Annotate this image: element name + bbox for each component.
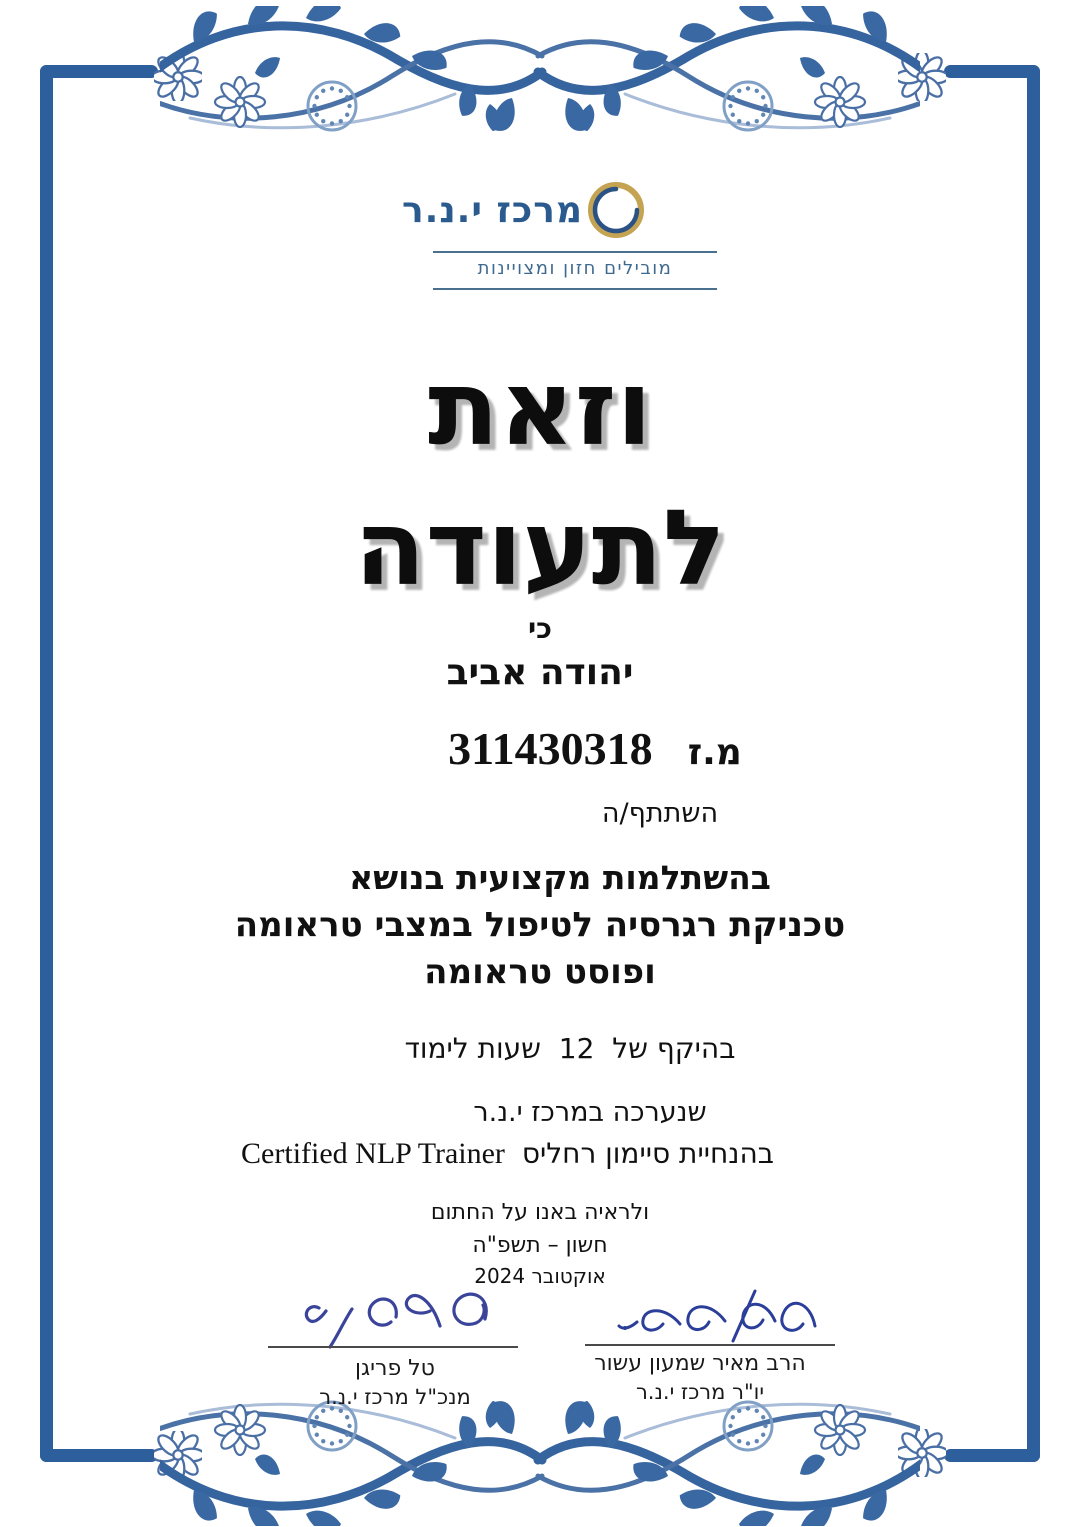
frame-top-right	[944, 65, 1040, 78]
intro-word: כי	[527, 612, 553, 645]
participant-name: יהודה אביב	[446, 652, 634, 693]
frame-bottom-right	[944, 1449, 1040, 1462]
course-line1: טכניקת רגרסיה לטיפול במצבי טראומה	[234, 905, 846, 945]
logo-name: מרכז י.נ.ר	[402, 190, 583, 231]
frame-bottom-left	[40, 1449, 158, 1462]
hebrew-date: חשון – תשפ"ה	[472, 1233, 608, 1258]
logo-rule-top	[433, 251, 717, 253]
signature-right-name: הרב מאיר שמעון עשור	[594, 1351, 806, 1376]
top-vine-border	[160, 6, 920, 138]
course-intro: בהשתלמות מקצועית בנושא	[349, 858, 771, 897]
instructor-hebrew: בהנחיית סיימון רחליס	[521, 1137, 774, 1170]
scope-line: בהיקף של 12 שעות לימוד	[404, 1032, 736, 1065]
signature-right-graphic	[585, 1286, 825, 1346]
frame-top-left	[40, 65, 158, 78]
gregorian-date: אוקטובר 2024	[474, 1264, 606, 1288]
signature-left-graphic	[280, 1281, 510, 1349]
logo-tagline: מובילים חזון ומצויינות	[477, 258, 673, 279]
bottom-vine-border	[160, 1394, 920, 1526]
signature-left-line	[268, 1346, 518, 1348]
id-row	[355, 722, 835, 775]
course-line2: ופוסט טראומה	[424, 952, 656, 992]
participation-line: השתתף/ה	[601, 798, 719, 829]
signature-right-line	[585, 1344, 835, 1346]
signature-right-role: יו"ר מרכז י.נ.ר	[635, 1380, 765, 1404]
title-line2: לתעודה	[354, 487, 726, 609]
held-at-line: שנערכה במרכז י.נ.ר	[473, 1097, 707, 1128]
title-line1: וזאת	[427, 347, 653, 469]
signature-left-role: מנכ"ל מרכז י.נ.ר	[319, 1385, 471, 1409]
signature-left-name: טל פריגן	[355, 1356, 435, 1381]
witness-line: ולראיה באנו על החתום	[430, 1200, 650, 1225]
logo-ring-icon	[584, 178, 648, 242]
instructor-title-en: Certified NLP Trainer	[241, 1137, 505, 1170]
id-number: 311430318	[448, 723, 653, 774]
logo-rule-bottom	[433, 288, 717, 290]
id-label: מ.ז	[687, 732, 742, 773]
instructor-line	[0, 1137, 1015, 1171]
certificate-title	[0, 338, 1080, 618]
